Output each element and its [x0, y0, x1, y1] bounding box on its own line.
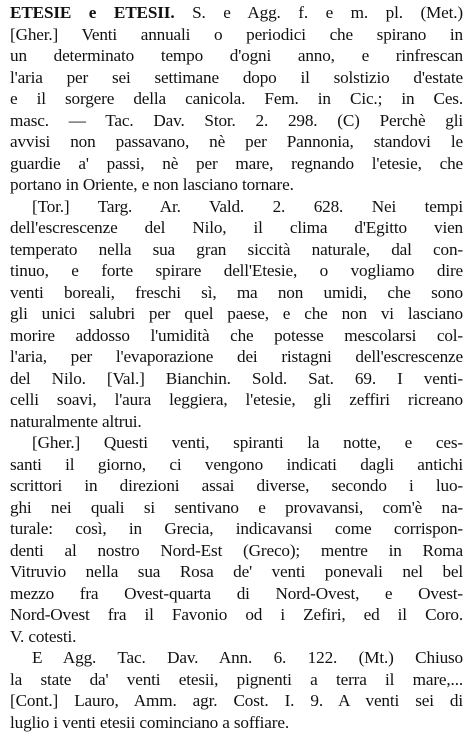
entry-text-line [10, 389, 463, 411]
line-text: Nord-Ovest fra il Favonio od i Zefiri, ed il Coro. [10, 605, 463, 624]
line-text: morire addosso l'umidità che potesse mescolarsi col- [10, 326, 463, 345]
line-text: V. cotesti. [10, 627, 76, 646]
entry-text-line [10, 239, 463, 261]
entry-text-line [10, 153, 463, 175]
line-text: [Cont.] Lauro, Amm. agr. Cost. I. 9. A venti sei di [10, 691, 463, 710]
entry-text-line [10, 583, 463, 605]
line-text: temperato nella sua gran siccità naturale, dal con- [10, 240, 463, 259]
entry-text-line [10, 282, 463, 304]
line-text: tinuo, e forte spirare dell'Etesie, o vogliamo dire [10, 261, 463, 280]
entry-text-line [10, 325, 463, 347]
entry-text-line [10, 475, 463, 497]
entry-text-line [10, 346, 463, 368]
entry-text-line [10, 45, 463, 67]
entry-text-line [10, 604, 463, 626]
line-text: dell'escrescenze del Nilo, il clima d'Egitto vien [10, 218, 463, 237]
entry-text-line [10, 432, 463, 454]
line-text: E Agg. Tac. Dav. Ann. 6. 122. (Mt.) Chiuso [32, 648, 463, 667]
entry-text-line [10, 67, 463, 89]
entry-text-line [10, 518, 463, 540]
line-text: l'aria, per l'evaporazione dei ristagni dell'escrescenze [10, 347, 463, 366]
line-text: guardie a' passi, nè per mare, regnando l'etesie, che [10, 154, 463, 173]
entry-text-line [10, 411, 463, 433]
entry-text-line [10, 540, 463, 562]
line-text: e il sorgere della canicola. Fem. in Cic.; in Ces. [10, 89, 463, 108]
entry-text-line [10, 24, 463, 46]
headword: ETESIE e ETESII. [10, 3, 174, 22]
line-text: ghi nei quali si sentivano e provavansi, com'è na- [10, 498, 463, 517]
entry-text-line [10, 712, 463, 733]
entry-text-line [10, 260, 463, 282]
entry-head-line [10, 2, 463, 24]
line-text: naturalmente altrui. [10, 412, 142, 431]
entry-text-line [10, 454, 463, 476]
entry-text-line [10, 217, 463, 239]
entry-text-line [10, 196, 463, 218]
line-text: del Nilo. [Val.] Bianchin. Sold. Sat. 69. I venti- [10, 369, 463, 388]
line-text: turale: così, in Grecia, indicavansi come corrispon- [10, 519, 463, 538]
line-text: [Gher.] Questi venti, spiranti la notte, e ces- [32, 433, 463, 452]
entry-text-line [10, 497, 463, 519]
line-text: S. e Agg. f. e m. pl. (Met.) [192, 3, 463, 22]
line-text: avvisi non passavano, nè per Pannonia, standovi le [10, 132, 463, 151]
line-text: luglio i venti etesii cominciano a soffiare. [10, 713, 289, 732]
entry-text-line [10, 561, 463, 583]
line-text: Vitruvio nella sua Rosa de' venti ponevali nel bel [10, 562, 463, 581]
line-text: un determinato tempo d'ogni anno, e rinfrescan [10, 46, 463, 65]
line-text: denti al nostro Nord-Est (Greco); mentre in Roma [10, 541, 463, 560]
line-text: masc. — Tac. Dav. Stor. 2. 298. (C) Perchè gli [10, 111, 463, 130]
line-text: gli unici salubri per quel paese, e che non vi lasciano [10, 304, 463, 323]
line-text: portano in Oriente, e non lasciano tornare. [10, 175, 294, 194]
dictionary-entry [10, 2, 463, 733]
entry-text-line [10, 626, 463, 648]
entry-text-line [10, 174, 463, 196]
entry-text-line [10, 110, 463, 132]
entry-text-line [10, 88, 463, 110]
entry-text-line [10, 368, 463, 390]
entry-text-line [10, 669, 463, 691]
line-text: celli soavi, l'aura leggiera, l'etesie, gli zeffiri ricreano [10, 390, 463, 409]
line-text: santi il giorno, ci vengono indicati dagli antichi [10, 455, 463, 474]
line-text: scrittori in direzioni assai diverse, secondo i luo- [10, 476, 463, 495]
line-text: venti boreali, freschi sì, ma non umidi, che sono [10, 283, 463, 302]
line-text: la state da' venti etesii, pignenti a terra il mare,... [10, 670, 463, 689]
entry-text-line [10, 303, 463, 325]
line-text: [Tor.] Targ. Ar. Vald. 2. 628. Nei tempi [32, 197, 463, 216]
entry-text-line [10, 690, 463, 712]
line-text: mezzo fra Ovest-quarta di Nord-Ovest, e Ovest- [10, 584, 463, 603]
line-text: [Gher.] Venti annuali o periodici che spirano in [10, 25, 463, 44]
entry-text-line [10, 647, 463, 669]
line-text: l'aria per sei settimane dopo il solstizio d'estate [10, 68, 463, 87]
entry-text-line [10, 131, 463, 153]
